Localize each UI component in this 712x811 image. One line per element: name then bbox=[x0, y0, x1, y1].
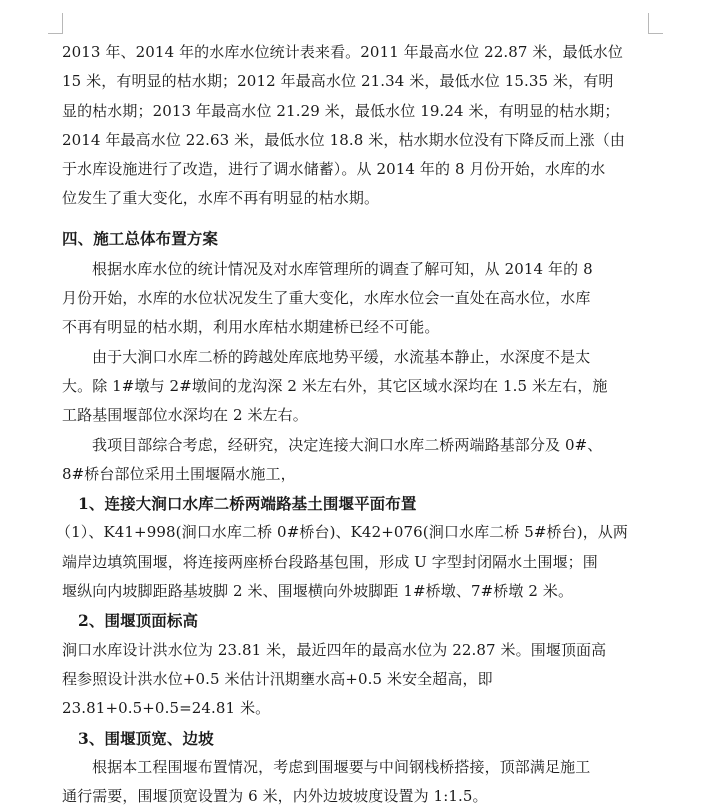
subsection-heading-2: 2、围堰顶面标高 bbox=[78, 611, 199, 631]
paragraph-5 bbox=[62, 636, 650, 724]
text-line: 堰纵向内坡脚距路基坡脚 2 米、围堰横向外坡脚距 1#桥墩、7#桥墩 2 米。 bbox=[62, 582, 574, 601]
text-line: 显的枯水期；2013 年最高水位 21.29 米，最低水位 19.24 米，有明显的枯水期； bbox=[62, 101, 620, 120]
text-line: 根据水库水位的统计情况及对水库管理所的调查了解可知，从 2014 年的 8 bbox=[92, 259, 593, 278]
text-line: 大。除 1#墩与 2#墩间的龙沟深 2 米左右外，其它区域水深均在 1.5 米左右，施 bbox=[62, 376, 608, 395]
text-line: 不再有明显的枯水期，利用水库枯水期建桥已经不可能。 bbox=[62, 318, 440, 337]
text-line: 于水库设施进行了改造，进行了调水储蓄）。从 2014 年的 8 月份开始，水库的水 bbox=[62, 160, 606, 179]
text-line: 8#桥台部位采用土围堰隔水施工， bbox=[62, 464, 296, 483]
paragraph-4 bbox=[56, 518, 650, 606]
paragraph-2 bbox=[62, 343, 650, 431]
text-line: 端岸边填筑围堰，将连接两座桥台段路基包围，形成 U 字型封闭隔水土围堰；围 bbox=[62, 552, 598, 571]
text-line: 由于大涧口水库二桥的跨越处库底地势平缓，水流基本静止，水深度不是太 bbox=[92, 347, 591, 366]
text-line: 23.81+0.5+0.5=24.81 米。 bbox=[62, 699, 271, 718]
text-line: 涧口水库设计洪水位为 23.81 米，最近四年的最高水位为 22.87 米。围堰顶面高 bbox=[62, 640, 607, 659]
text-line: 通行需要，围堰顶宽设置为 6 米，内外边坡坡度设置为 1:1.5。 bbox=[62, 787, 488, 806]
text-line: 根据本工程围堰布置情况，考虑到围堰要与中间钢栈桥搭接，顶部满足施工 bbox=[92, 757, 591, 776]
crop-mark-top-left bbox=[48, 13, 63, 34]
text-line: 程参照设计洪水位+0.5 米估计汛期壅水高+0.5 米安全超高，即 bbox=[62, 669, 493, 688]
document-page bbox=[56, 38, 650, 811]
text-line: 工路基围堰部位水深均在 2 米左右。 bbox=[62, 406, 308, 425]
text-line: 2014 年最高水位 22.63 米，最低水位 18.8 米，枯水期水位没有下降反而上涨（由 bbox=[62, 130, 625, 149]
text-line: 位发生了重大变化，水库不再有明显的枯水期。 bbox=[62, 189, 380, 208]
paragraph-3 bbox=[62, 431, 650, 490]
crop-mark-top-right bbox=[648, 13, 663, 34]
paragraph-1 bbox=[62, 255, 650, 343]
paragraph-intro bbox=[62, 38, 650, 214]
section-heading-4: 四、施工总体布置方案 bbox=[62, 228, 219, 248]
text-line: （1）、K41+998(涧口水库二桥 0#桥台)、K42+076(涧口水库二桥 5#桥台)，从两 bbox=[56, 523, 628, 542]
text-line: 15 米，有明显的枯水期；2012 年最高水位 21.34 米，最低水位 15.35 米，有明 bbox=[62, 72, 614, 91]
paragraph-6 bbox=[62, 753, 650, 811]
subsection-heading-1: 1、连接大涧口水库二桥两端路基土围堰平面布置 bbox=[78, 494, 417, 514]
subsection-heading-3: 3、围堰顶宽、边坡 bbox=[78, 728, 214, 748]
text-line: 2013 年、2014 年的水库水位统计表来看。2011 年最高水位 22.87 米，最低水位 bbox=[62, 43, 624, 61]
text-line: 我项目部综合考虑，经研究，决定连接大涧口水库二桥两端路基部分及 0#、 bbox=[92, 435, 603, 454]
text-line: 月份开始，水库的水位状况发生了重大变化，水库水位会一直处在高水位，水库 bbox=[62, 289, 591, 308]
